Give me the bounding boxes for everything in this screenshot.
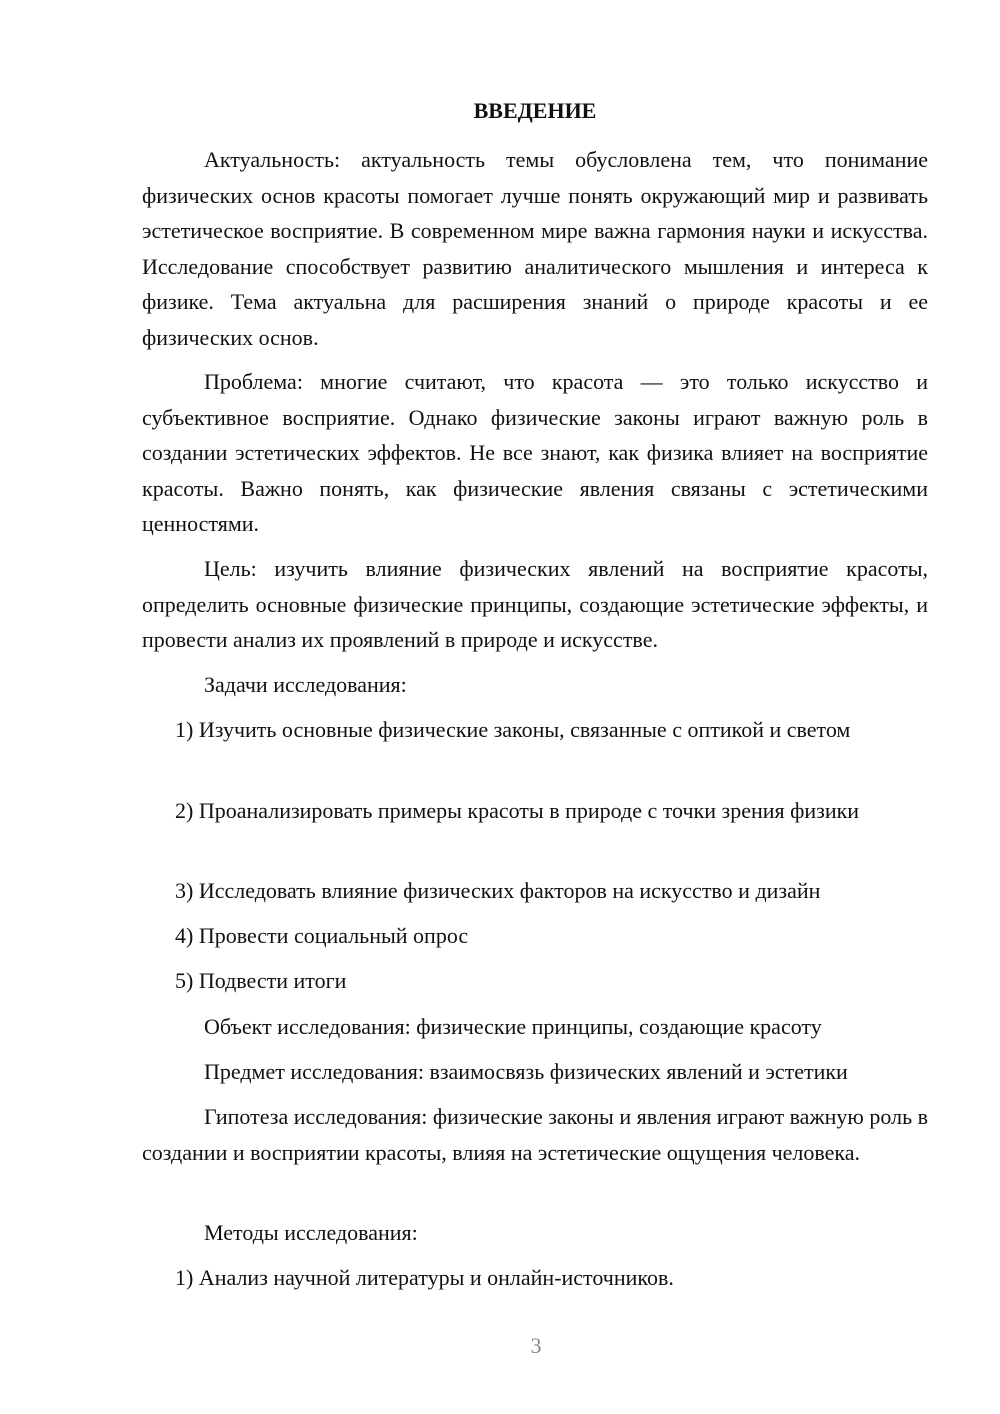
problem-paragraph: Проблема: многие считают, что красота — это только искусство и субъективное восприятие. Однако физические законы играют важную роль в создании эстетических эффектов. Не все знают, как физика влияет на восприятие красоты. Важно понять, как физические явления связаны с эстетическими ценностями. (142, 369, 928, 536)
task-item-1: 1) Изучить основные физические законы, связанные с оптикой и светом (175, 717, 851, 742)
section-heading: ВВЕДЕНИЕ (473, 98, 597, 123)
methods-heading: Методы исследования: (204, 1220, 418, 1245)
research-object: Объект исследования: физические принципы, создающие красоту (204, 1014, 822, 1039)
relevance-paragraph: Актуальность: актуальность темы обусловлена тем, что понимание физических основ красоты помогает лучше понять окружающий мир и развивать эстетическое восприятие. В современном мире важна гармония науки и искусства. Исследование способствует развитию аналитического мышления и интереса к физике. Тема актуальна для расширения знаний о природе красоты и ее физических основ. (142, 147, 928, 350)
goal-paragraph: Цель: изучить влияние физических явлений на восприятие красоты, определить основные физические принципы, создающие эстетические эффекты, и провести анализ их проявлений в природе и искусстве. (142, 556, 928, 652)
task-item-3: 3) Исследовать влияние физических факторов на искусство и дизайн (175, 878, 821, 903)
tasks-heading: Задачи исследования: (204, 672, 407, 697)
method-item-1: 1) Анализ научной литературы и онлайн-источников. (175, 1265, 674, 1290)
task-item-2: 2) Проанализировать примеры красоты в природе с точки зрения физики (175, 798, 860, 823)
task-item-4: 4) Провести социальный опрос (175, 923, 469, 948)
hypothesis-paragraph: Гипотеза исследования: физические законы и явления играют важную роль в создании и восприятии красоты, влияя на эстетические ощущения человека. (142, 1104, 928, 1165)
research-subject: Предмет исследования: взаимосвязь физических явлений и эстетики (204, 1059, 848, 1084)
task-item-5: 5) Подвести итоги (175, 968, 347, 993)
page-number: 3 (530, 1333, 542, 1358)
